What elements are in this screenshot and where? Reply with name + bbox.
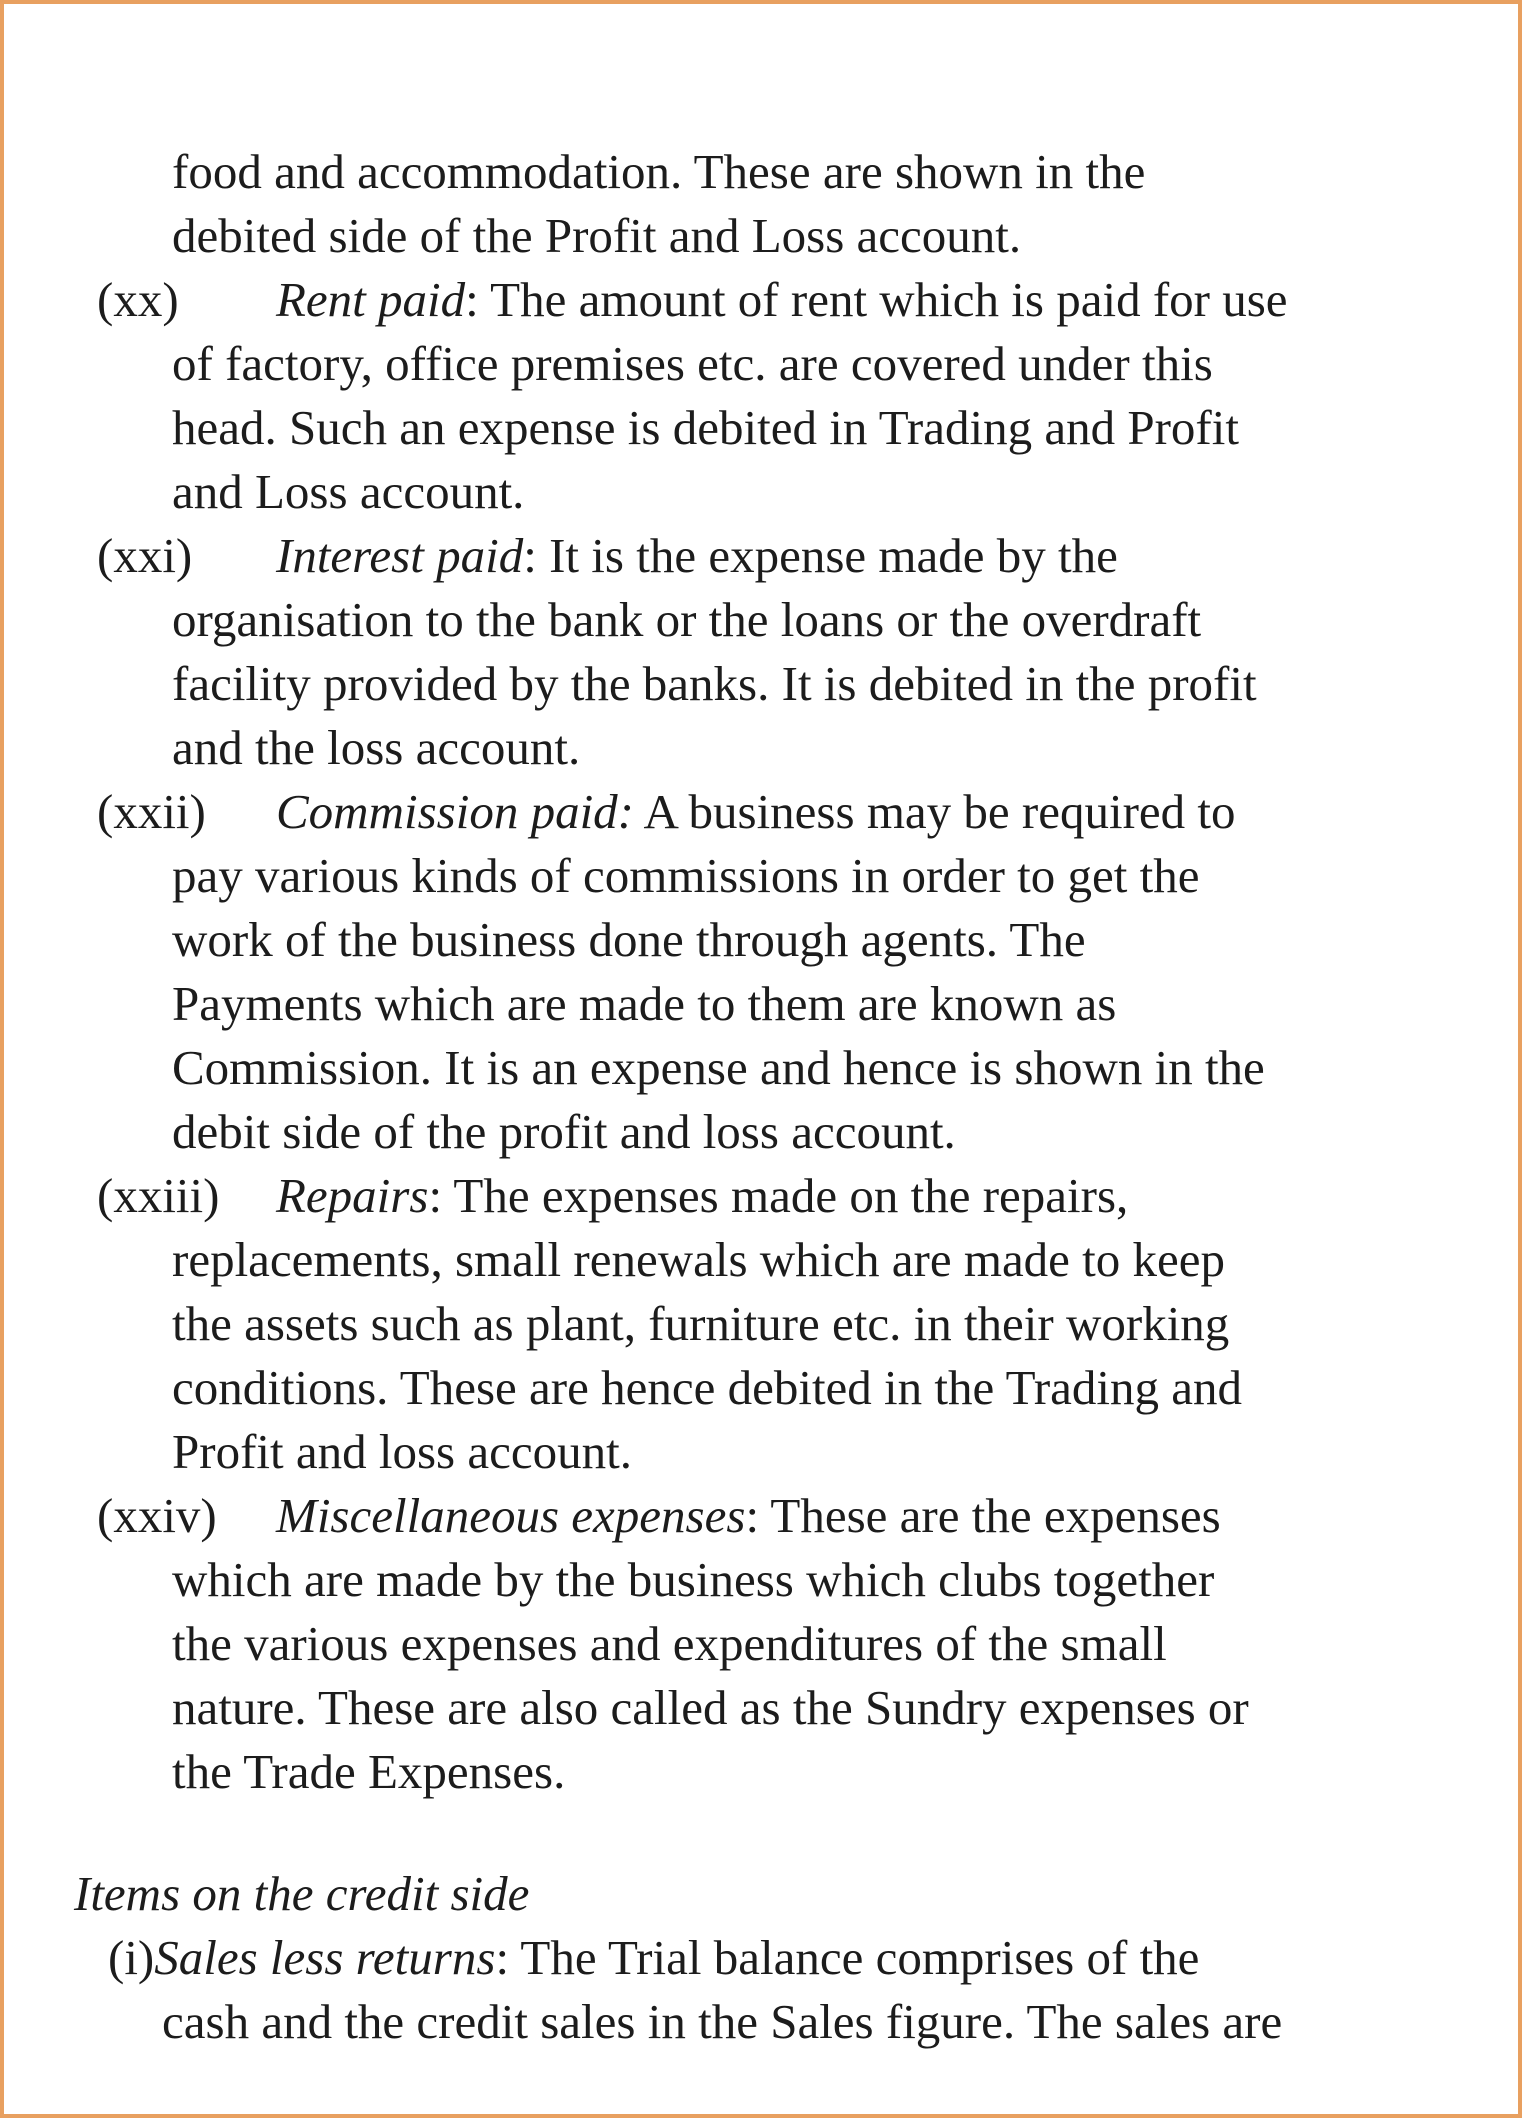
item-number: (xxi) bbox=[97, 528, 193, 583]
item-term: Commission paid: bbox=[276, 784, 635, 839]
item-term: Miscellaneous expenses bbox=[276, 1488, 746, 1543]
item-line: of factory, office premises etc. are covered under this bbox=[172, 336, 1213, 391]
item-number: (xxiv) bbox=[97, 1488, 217, 1543]
item-line: replacements, small renewals which are made to keep bbox=[172, 1232, 1226, 1287]
item-first-line-text: : These are the expenses bbox=[745, 1488, 1221, 1543]
item-term: Sales less returns bbox=[154, 1930, 496, 1985]
item-number: (i) bbox=[108, 1930, 155, 1985]
item-first-line bbox=[276, 524, 1118, 588]
item-line: conditions. These are hence debited in the Trading and bbox=[172, 1360, 1243, 1415]
item-number: (xxiii) bbox=[97, 1168, 220, 1223]
item-term: Repairs bbox=[276, 1168, 429, 1223]
item-first-line-text: : The Trial balance comprises of the bbox=[495, 1930, 1200, 1985]
item-line: debit side of the profit and loss account. bbox=[172, 1104, 956, 1159]
item-line: nature. These are also called as the Sundry expenses or bbox=[172, 1680, 1249, 1735]
item-line: organisation to the bank or the loans or the overdraft bbox=[172, 592, 1202, 647]
item-line: pay various kinds of commissions in order to get the bbox=[172, 848, 1200, 903]
item-line: Profit and loss account. bbox=[172, 1424, 632, 1479]
item-line: cash and the credit sales in the Sales figure. The sales are bbox=[162, 1994, 1283, 2049]
item-first-line bbox=[276, 780, 1236, 844]
item-line: the various expenses and expenditures of the small bbox=[172, 1616, 1167, 1671]
intro-line: debited side of the Profit and Loss account. bbox=[172, 208, 1022, 263]
item-first-line bbox=[276, 1484, 1221, 1548]
item-line: work of the business done through agents. The bbox=[172, 912, 1086, 967]
intro-line: food and accommodation. These are shown in the bbox=[172, 144, 1146, 199]
item-line: head. Such an expense is debited in Trading and Profit bbox=[172, 400, 1239, 455]
credit-item-first-line bbox=[108, 1926, 1199, 1990]
item-line: Commission. It is an expense and hence is shown in the bbox=[172, 1040, 1265, 1095]
item-line: Payments which are made to them are known as bbox=[172, 976, 1117, 1031]
item-first-line bbox=[276, 268, 1288, 332]
item-first-line-text: : It is the expense made by the bbox=[523, 528, 1118, 583]
item-number: (xxii) bbox=[97, 784, 206, 839]
item-first-line bbox=[276, 1164, 1128, 1228]
item-line: which are made by the business which clubs together bbox=[172, 1552, 1215, 1607]
item-first-line-text: A business may be required to bbox=[634, 784, 1236, 839]
section-heading: Items on the credit side bbox=[74, 1866, 530, 1921]
item-line: facility provided by the banks. It is debited in the profit bbox=[172, 656, 1257, 711]
item-line: and Loss account. bbox=[172, 464, 525, 519]
item-line: the Trade Expenses. bbox=[172, 1744, 566, 1799]
item-number: (xx) bbox=[97, 272, 179, 327]
item-line: the assets such as plant, furniture etc. in their working bbox=[172, 1296, 1230, 1351]
item-first-line-text: : The expenses made on the repairs, bbox=[428, 1168, 1129, 1223]
item-term: Rent paid bbox=[276, 272, 466, 327]
item-first-line-text: : The amount of rent which is paid for use bbox=[465, 272, 1288, 327]
item-line: and the loss account. bbox=[172, 720, 581, 775]
item-term: Interest paid bbox=[276, 528, 524, 583]
